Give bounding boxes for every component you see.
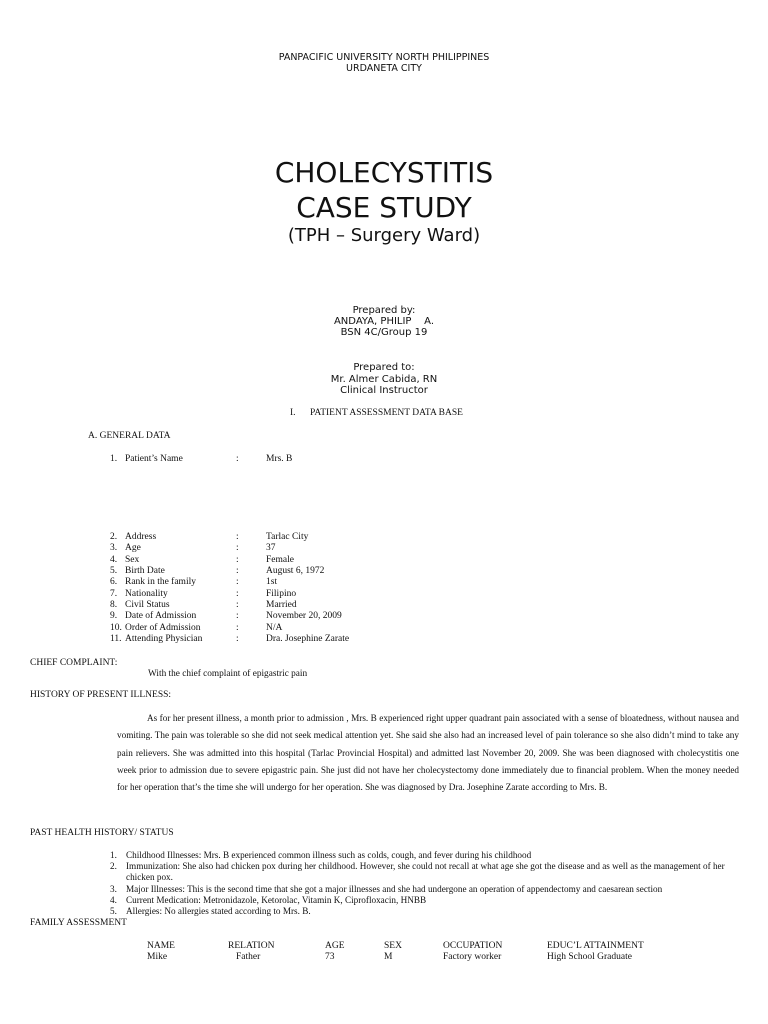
- row-separator: :: [236, 555, 239, 565]
- row-number: 2.: [110, 532, 118, 542]
- document-title: CHOLECYSTITIS: [274, 156, 494, 189]
- row-value: November 20, 2009: [266, 611, 342, 621]
- prepared-by-name: ANDAYA, PHILIP A.: [333, 316, 435, 327]
- row-label: Civil Status: [125, 600, 170, 610]
- column-header: OCCUPATION: [443, 941, 503, 951]
- row-value: Married: [266, 600, 297, 610]
- row-label: Order of Admission: [125, 623, 201, 633]
- table-cell: Factory worker: [443, 952, 502, 962]
- column-header: AGE: [325, 941, 345, 951]
- row-label: Age: [125, 543, 141, 553]
- past-health-list: [110, 850, 730, 917]
- row-value: 37: [266, 543, 276, 553]
- row-separator: :: [236, 532, 239, 542]
- history-heading: HISTORY OF PRESENT ILLNESS:: [30, 690, 172, 700]
- row-number: 3.: [110, 543, 118, 553]
- history-text: As for her present illness, a month prior to admission , Mrs. B experienced right upper quadrant pain associated with a sense of bloatedness, without nausea and vomiting. The pain was tolerable so she did not seek medical attention yet. She said she also had an increased level of pain tolerance so she also didn’t mind to take any pain relievers. She was admitted into this hospital (Tarlac Provincial Hospital) and admitted last November 20, 2009. She was been diagnosed with cholecystitis one week prior to admission due to severe epigastric pain. She just did not have her cholecystectomy done immediately due to financial problem. When the money needed for her operation that’s the time she will undergo for her operation. She was diagnosed by Dra. Josephine Zarate according to Mrs. B.: [117, 713, 739, 793]
- chief-complaint-text: With the chief complaint of epigastric pain: [148, 669, 308, 679]
- section-title: PATIENT ASSESSMENT DATA BASE: [310, 408, 463, 418]
- column-header: EDUC’L ATTAINMENT: [547, 941, 644, 951]
- row-label: Address: [125, 532, 157, 542]
- row-separator: :: [236, 577, 239, 587]
- table-cell: 73: [325, 952, 335, 962]
- table-cell: High School Graduate: [547, 952, 632, 962]
- list-item: [110, 850, 730, 861]
- family-assessment-heading: FAMILY ASSESSMENT: [30, 918, 127, 928]
- row-number: 7.: [110, 589, 118, 599]
- row-label: Attending Physician: [125, 634, 203, 644]
- table-cell: Father: [236, 952, 261, 962]
- row-separator: :: [236, 543, 239, 553]
- item-text: Childhood Illnesses: Mrs. B experienced common illness such as colds, cough, and fever during his childhood: [126, 850, 532, 860]
- item-number: 4.: [110, 894, 117, 905]
- list-item: [110, 895, 730, 906]
- row-value: August 6, 1972: [266, 566, 325, 576]
- item-text: Major Illnesses: This is the second time that she got a major illnesses and she had undergone an operation of appendectomy and caesarean section: [126, 883, 663, 894]
- column-header: SEX: [384, 941, 402, 951]
- row-number: 6.: [110, 577, 118, 587]
- row-label: Patient’s Name: [125, 454, 183, 464]
- row-separator: :: [236, 611, 239, 621]
- row-value: 1st: [266, 577, 278, 587]
- row-label: Sex: [125, 555, 140, 565]
- list-item: [110, 906, 730, 917]
- row-number: 9.: [110, 611, 118, 621]
- row-value: Filipino: [266, 589, 297, 599]
- row-number: 10.: [110, 623, 122, 633]
- row-value: Mrs. B: [266, 454, 293, 464]
- prepared-by-group: BSN 4C/Group 19: [340, 327, 428, 338]
- column-header: RELATION: [228, 941, 275, 951]
- item-text: Current Medication: Metronidazole, Ketorolac, Vitamin K, Ciprofloxacin, HNBB: [126, 894, 427, 905]
- prepared-to-role: Clinical Instructor: [340, 385, 428, 396]
- item-number: 5.: [110, 906, 117, 917]
- prepared-to-label: Prepared to:: [353, 362, 415, 373]
- document-title-line2: CASE STUDY: [296, 191, 472, 224]
- row-number: 1.: [110, 454, 118, 464]
- university-city: URDANETA CITY: [346, 63, 422, 74]
- row-separator: :: [236, 623, 239, 633]
- item-number: 2.: [110, 861, 117, 872]
- row-value: Dra. Josephine Zarate: [266, 634, 350, 644]
- past-health-heading: PAST HEALTH HISTORY/ STATUS: [30, 828, 174, 838]
- row-separator: :: [236, 600, 239, 610]
- row-separator: :: [236, 589, 239, 599]
- item-number: 1.: [110, 850, 117, 860]
- row-number: 5.: [110, 566, 118, 576]
- row-number: 8.: [110, 600, 118, 610]
- list-item: [110, 861, 730, 883]
- university-name: PANPACIFIC UNIVERSITY NORTH PHILIPPINES: [278, 52, 490, 63]
- row-separator: :: [236, 454, 239, 464]
- table-cell: Mike: [147, 952, 168, 962]
- section-number: I.: [290, 408, 296, 418]
- row-separator: :: [236, 634, 239, 644]
- row-label: Rank in the family: [125, 577, 196, 587]
- item-text: Immunization: She also had chicken pox during her childhood. However, she could not recall at what age she got the disease and as well as the management of her chicken pox.: [126, 861, 725, 883]
- row-label: Birth Date: [125, 566, 165, 576]
- row-number: 4.: [110, 555, 118, 565]
- general-data-heading: A. GENERAL DATA: [88, 431, 171, 441]
- chief-complaint-heading: CHIEF COMPLAINT:: [30, 658, 118, 668]
- prepared-to-name: Mr. Almer Cabida, RN: [330, 374, 438, 385]
- row-separator: :: [236, 566, 239, 576]
- history-paragraph: [117, 710, 739, 796]
- row-label: Date of Admission: [125, 611, 197, 621]
- table-cell: M: [384, 952, 393, 962]
- document-subtitle: (TPH – Surgery Ward): [287, 225, 481, 246]
- prepared-by-label: Prepared by:: [352, 305, 416, 316]
- row-value: Female: [266, 555, 294, 565]
- column-header: NAME: [147, 941, 175, 951]
- item-text: Allergies: No allergies stated according to Mrs. B.: [126, 906, 311, 917]
- row-value: N/A: [266, 623, 283, 633]
- row-label: Nationality: [125, 589, 168, 599]
- list-item: [110, 884, 730, 895]
- row-value: Tarlac City: [266, 532, 309, 542]
- row-number: 11.: [110, 634, 122, 644]
- item-number: 3.: [110, 883, 117, 894]
